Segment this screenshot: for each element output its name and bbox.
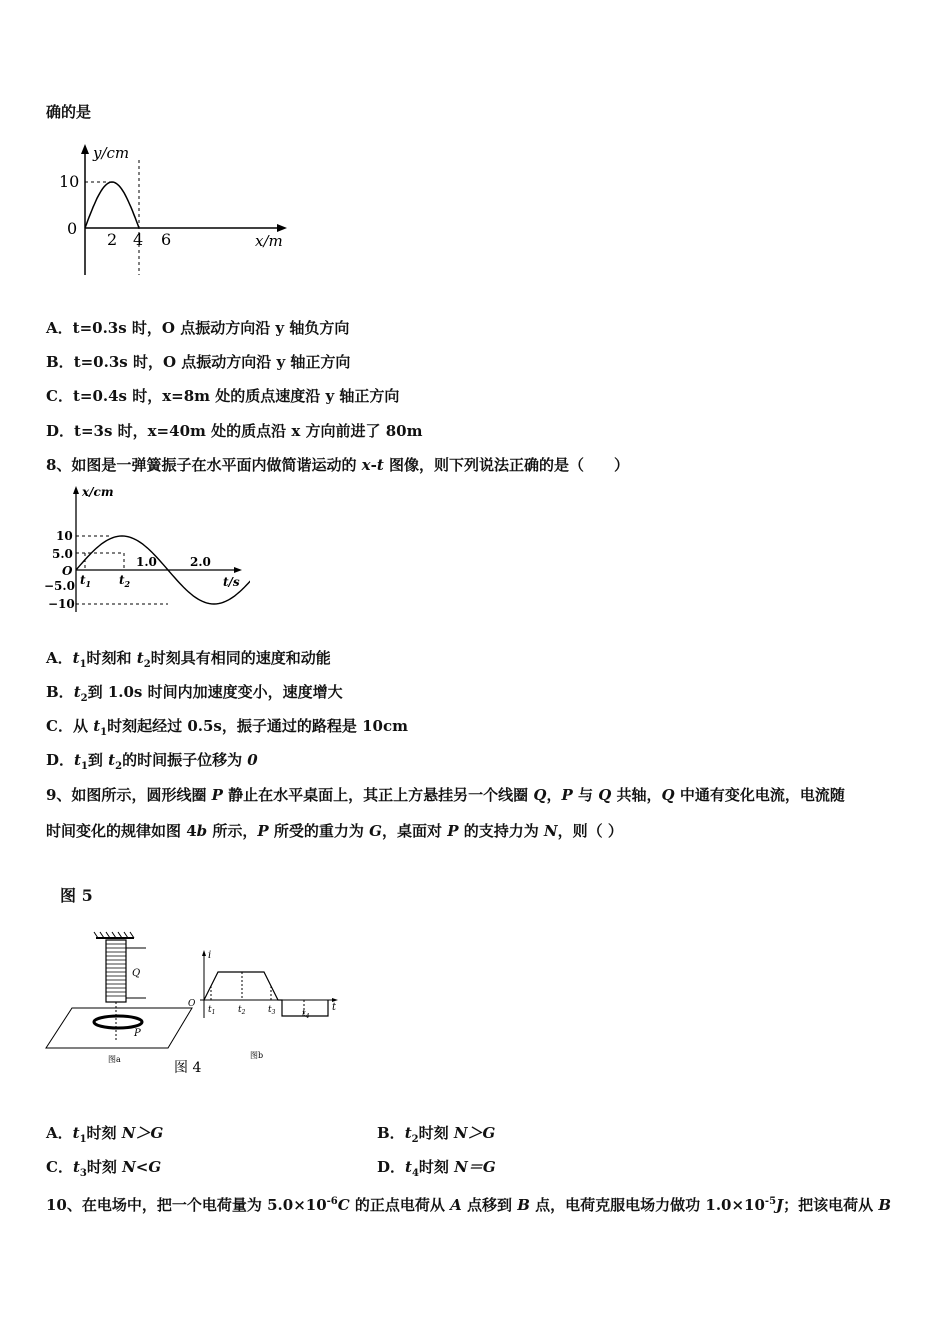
q7-y-label: y/cm bbox=[93, 144, 130, 162]
q8-y-label: x/cm bbox=[82, 485, 114, 499]
q8-y-tick-neg5: −5.0 bbox=[44, 579, 75, 593]
q10-stem: 10、在电场中，把一个电荷量为 $5.0\times 10^{-6}C$ 的正点电荷从 A 点移到 B 点，电荷克服电场力做功 $1.0\times 10^{-5}J$；把该电荷从 B bbox=[46, 1196, 892, 1214]
q9-t2-label: $t_2$ bbox=[238, 1005, 246, 1016]
q7-option-c: C．t=0.4s 时，x=8m 处的质点速度沿 y 轴正方向 bbox=[46, 387, 400, 405]
q8-option-b: B．$t_2$到 1.0s 时间内加速度变小，速度增大 bbox=[46, 683, 343, 704]
q8-xt-graph bbox=[40, 484, 250, 616]
q8-option-c: C．从 $t_1$时刻起经过 0.5s，振子通过的路程是 10cm bbox=[46, 717, 408, 738]
q8-x-label: t/s bbox=[223, 575, 240, 589]
q8-stem: 8、如图是一弹簧振子在水平面内做简谐运动的 x-t 图像，则下列说法正确的是（ ） bbox=[46, 456, 630, 474]
q8-t1-label: $t_1$ bbox=[80, 573, 92, 589]
q8-y-arrow bbox=[73, 486, 79, 494]
intro-text: 确的是 bbox=[46, 103, 92, 121]
q9-t3-label: $t_3$ bbox=[268, 1005, 276, 1016]
q9-option-c: C．$t_3$时刻 N<G bbox=[46, 1158, 162, 1179]
q8-x-arrow bbox=[234, 567, 242, 573]
q9-t-label: t bbox=[332, 1002, 337, 1013]
q9-label-q: Q bbox=[132, 968, 141, 979]
q9-t4-label: $t_4$ bbox=[302, 1009, 310, 1020]
q9-coil-windings bbox=[106, 944, 126, 996]
q7-option-d: D．t=3s 时，x=40m 处的质点沿 x 方向前进了 80m bbox=[46, 422, 423, 440]
q8-option-d: D．$t_1$到 $t_2$的时间振子位移为 0 bbox=[46, 751, 258, 772]
q9-i-label: i bbox=[208, 950, 212, 961]
q9-option-b: B．$t_2$时刻 N＞G bbox=[377, 1124, 496, 1145]
q8-x-tick-1: 1.0 bbox=[136, 555, 157, 569]
q7-x-arrow bbox=[277, 224, 287, 232]
q9-option-d: D．$t_4$时刻 N＝G bbox=[377, 1158, 496, 1179]
q7-origin: 0 bbox=[67, 219, 78, 238]
q8-y-tick-10: 10 bbox=[56, 529, 73, 543]
q9-i-arrow bbox=[202, 950, 206, 956]
q9-label-p: P bbox=[134, 1028, 141, 1039]
q7-x-label: x/m bbox=[255, 232, 283, 250]
q9-coil-q bbox=[106, 940, 126, 1002]
q7-wave-curve bbox=[85, 182, 139, 228]
q7-x-tick-4: 4 bbox=[133, 230, 144, 249]
q7-y-arrow bbox=[81, 144, 89, 154]
q9-t1-label: $t_1$ bbox=[208, 1005, 216, 1016]
q7-option-a: A．t=0.3s 时，O 点振动方向沿 y 轴负方向 bbox=[46, 319, 350, 337]
q9-stem-line2: 时间变化的规律如图 4b 所示，P 所受的重力为 G，桌面对 P 的支持力为 N，则（ ） bbox=[46, 822, 623, 840]
q9-label-b: 图b bbox=[250, 1051, 264, 1060]
q8-option-a: A．$t_1$时刻和 $t_2$时刻具有相同的速度和动能 bbox=[46, 649, 331, 670]
q9-current-curve bbox=[204, 972, 328, 1016]
q9-fig5-label: 图 5 bbox=[60, 886, 93, 905]
q9-option-a: A．$t_1$时刻 N＞G bbox=[46, 1124, 164, 1145]
q7-x-tick-6: 6 bbox=[161, 230, 172, 249]
q9-label-a: 图a bbox=[108, 1055, 121, 1064]
q9-o-label: O bbox=[188, 999, 196, 1009]
q9-coil-p bbox=[94, 1016, 142, 1028]
q8-origin: O bbox=[62, 564, 73, 578]
q7-option-b: B．t=0.3s 时，O 点振动方向沿 y 轴正方向 bbox=[46, 353, 351, 371]
q7-y-tick-10: 10 bbox=[59, 172, 80, 191]
q8-x-tick-2: 2.0 bbox=[190, 555, 211, 569]
q7-wave-graph bbox=[55, 140, 295, 280]
q8-t2-label: $t_2$ bbox=[119, 573, 131, 589]
q9-stem-line1: 9、如图所示，圆形线圈 P 静止在水平桌面上，其正上方悬挂另一个线圈 Q，P 与 Q 共轴，Q 中通有变化电流，电流随 bbox=[46, 786, 845, 804]
q8-y-tick-neg10: −10 bbox=[48, 597, 75, 611]
q9-coil-figure bbox=[42, 930, 342, 1080]
q9-fig4-label: 图 4 bbox=[174, 1060, 202, 1076]
q8-y-tick-5: 5.0 bbox=[52, 547, 73, 561]
q7-x-tick-2: 2 bbox=[107, 230, 118, 249]
